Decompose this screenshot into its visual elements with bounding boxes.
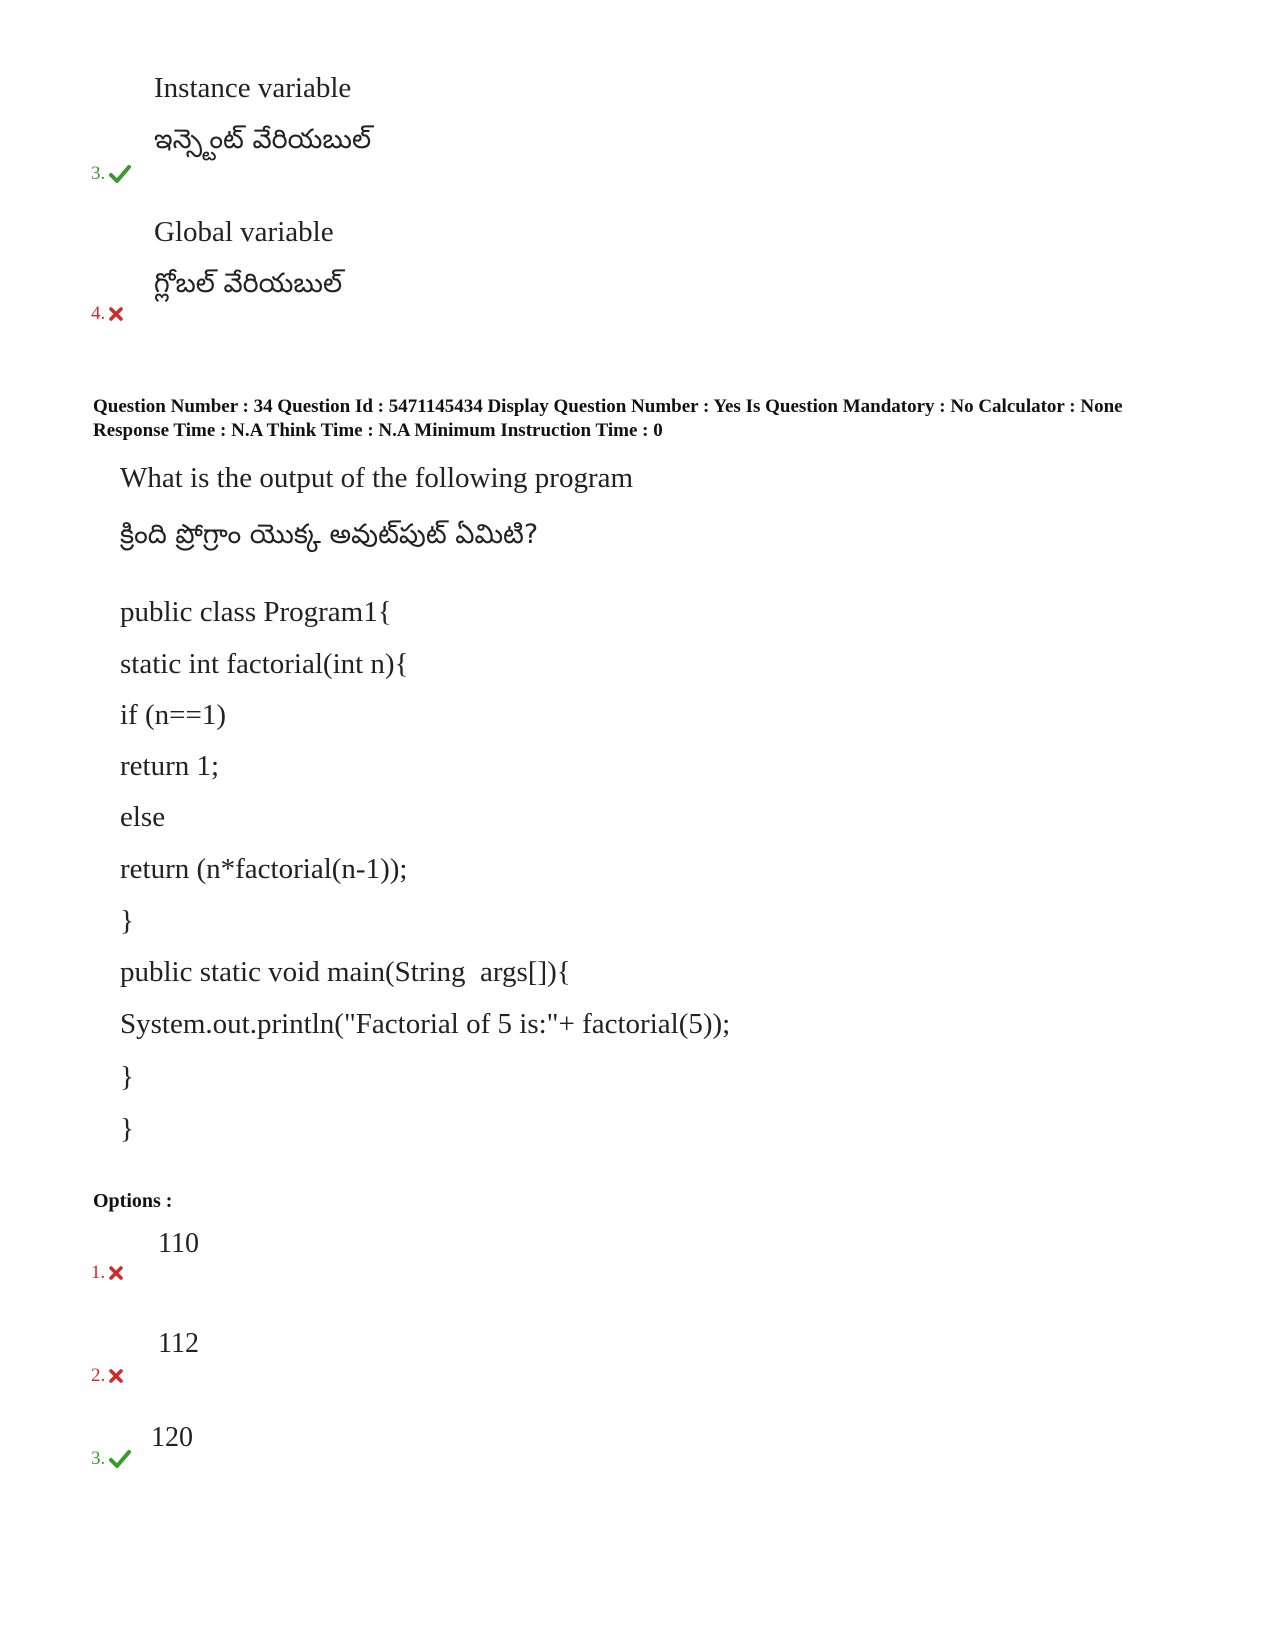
option-3-value: 120 xyxy=(151,1422,193,1453)
code-line-10: } xyxy=(120,1061,134,1093)
question-english: What is the output of the following program xyxy=(120,462,634,494)
cross-mark-icon xyxy=(109,1369,123,1383)
code-line-11: } xyxy=(120,1113,134,1145)
code-line-3: if (n==1) xyxy=(120,699,226,731)
question-meta: Question Number : 34 Question Id : 5471145434 Display Question Number : Yes Is Question Mandatory : No Calculator : None Response Time : N.A Think Time : N.A Minimum Instruction Time : 0 xyxy=(93,396,1123,441)
prev-option-3-english: Instance variable xyxy=(154,72,352,104)
prev-option-3-telugu: ఇన్స్టెంట్ వేరియబుల్ xyxy=(154,124,372,155)
check-mark-icon xyxy=(109,165,131,183)
code-line-5: else xyxy=(120,801,166,833)
code-line-6: return (n*factorial(n-1)); xyxy=(120,853,408,885)
cross-mark-icon xyxy=(109,1266,123,1280)
option-2-marker xyxy=(91,1365,123,1387)
prev-option-3-marker xyxy=(91,163,131,185)
option-1-marker xyxy=(91,1262,123,1284)
code-line-2: static int factorial(int n){ xyxy=(120,648,409,680)
code-line-8: public static void main(String args[]){ xyxy=(120,956,571,988)
option-3-marker xyxy=(91,1448,131,1470)
code-line-9: System.out.println("Factorial of 5 is:"+ factorial(5)); xyxy=(120,1008,731,1040)
cross-mark-icon xyxy=(109,307,123,321)
code-line-7: } xyxy=(120,905,134,937)
option-1-value: 110 xyxy=(158,1228,199,1259)
option-1-number: 1. xyxy=(91,1262,106,1283)
option-2-number: 2. xyxy=(91,1365,106,1386)
check-mark-icon xyxy=(109,1450,131,1468)
prev-option-4-marker xyxy=(91,303,123,325)
question-telugu: క్రింది ప్రోగ్రాం యొక్క అవుట్‌పుట్ ఏమిటి? xyxy=(120,519,539,550)
code-line-4: return 1; xyxy=(120,750,220,782)
prev-option-4-number: 4. xyxy=(91,303,106,324)
prev-option-4-telugu: గ్లోబల్ వేరియబుల్ xyxy=(154,268,343,299)
option-2-value: 112 xyxy=(158,1328,199,1359)
code-line-1: public class Program1{ xyxy=(120,596,392,628)
option-3-number: 3. xyxy=(91,1448,106,1469)
options-label: Options : xyxy=(93,1190,173,1212)
prev-option-3-number: 3. xyxy=(91,163,106,184)
prev-option-4-english: Global variable xyxy=(154,216,334,248)
